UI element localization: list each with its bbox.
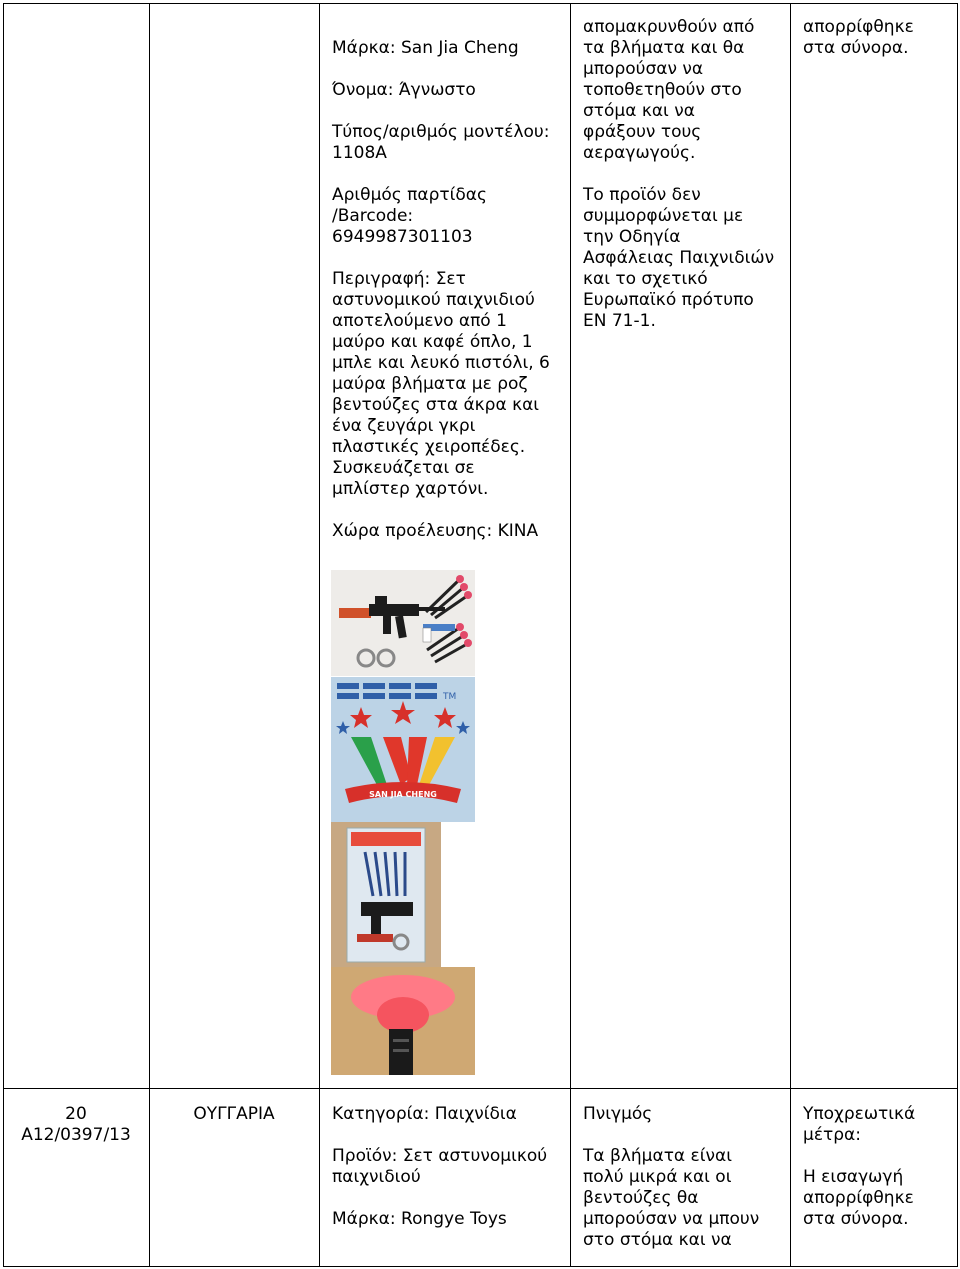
product-cell-bottom <box>332 1104 568 1230</box>
column-divider-1 <box>149 3 150 1267</box>
column-divider-3 <box>570 3 571 1267</box>
brand-line: Μάρκα: San Jia Cheng <box>332 38 519 58</box>
measures-detail: Η εισαγωγή απορρίφθηκε στα σύνορα. <box>803 1167 914 1229</box>
risk-text: Τα βλήματα είναι πολύ μικρά και οι βεντούζες θα μπορούσαν να μπουν στο στόμα και να <box>583 1146 760 1250</box>
measures-cell-bottom <box>803 1104 955 1230</box>
batch-line: Αριθμός παρτίδας /Barcode: 6949987301103 <box>332 185 487 247</box>
notification-number: 20 <box>65 1104 87 1124</box>
measures-cell <box>803 17 953 59</box>
logo-tm: TM <box>443 692 457 702</box>
product-photo-toy-guns <box>331 570 475 676</box>
brand-logo-photo <box>331 677 475 822</box>
category-line: Κατηγορία: Παιχνίδια <box>332 1104 517 1124</box>
row-divider <box>3 1088 958 1089</box>
risk-cell-bottom <box>583 1104 787 1251</box>
notifying-country-cell <box>151 1104 317 1125</box>
table-border-right <box>957 3 958 1267</box>
table-border-bottom <box>3 1266 958 1267</box>
origin-line: Χώρα προέλευσης: ΚΙΝΑ <box>332 521 539 541</box>
logo-text: SAN JIA CHENG <box>369 790 437 799</box>
product-line: Προϊόν: Σετ αστυνομικού παιχνιδιού <box>332 1146 548 1187</box>
column-divider-2 <box>319 3 320 1267</box>
table-border-left <box>3 3 4 1267</box>
name-line: Όνομα: Άγνωστο <box>332 80 476 100</box>
column-divider-4 <box>790 3 791 1267</box>
brand-line-bottom: Μάρκα: Rongye Toys <box>332 1209 507 1229</box>
measures-heading: Υποχρεωτικά μέτρα: <box>803 1104 916 1145</box>
description-paragraph: Περιγραφή: Σετ αστυνομικού παιχνιδιού αποτελούμενο από 1 μαύρο και καφέ όπλο, 1 μπλε και λευκό πιστόλι, 6 μαύρα βλήματα με ροζ βεντούζες στα άκρα και ένα ζευγάρι γκρι πλαστικές χειροπέδες. Συσκευάζεται σε μπλίστερ χαρτόνι. <box>332 269 550 499</box>
product-packaging-photo <box>331 822 441 967</box>
notification-reference: A12/0397/13 <box>21 1125 131 1145</box>
risk-description-cell <box>583 17 783 332</box>
measures-text: απορρίφθηκε στα σύνορα. <box>803 17 914 58</box>
notifying-country: ΟΥΓΓΑΡΙΑ <box>193 1104 275 1124</box>
product-description-cell <box>332 38 564 542</box>
notification-number-cell <box>5 1104 147 1146</box>
model-line: Τύπος/αριθμός μοντέλου: 1108A <box>332 122 550 163</box>
suction-dart-closeup-photo <box>331 967 475 1075</box>
risk-paragraph-continued: απομακρυνθούν από τα βλήματα και θα μπορούσαν να τοποθετηθούν στο στόμα και να φράξουν τους αεραγωγούς. <box>583 17 755 163</box>
risk-title: Πνιγμός <box>583 1104 653 1124</box>
table-border-top <box>3 3 958 4</box>
compliance-paragraph: Το προϊόν δεν συμμορφώνεται με την Οδηγία Ασφάλειας Παιχνιδιών και το σχετικό Ευρωπαϊκό πρότυπο EN 71-1. <box>583 185 775 331</box>
